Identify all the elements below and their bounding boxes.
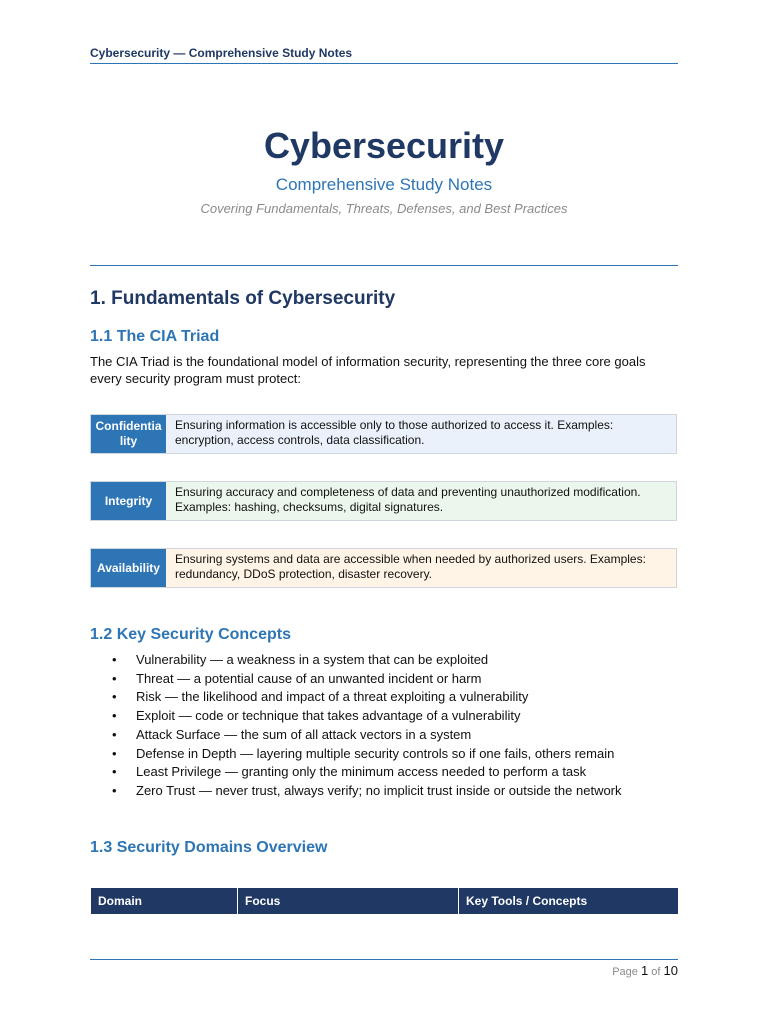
list-item <box>90 763 678 782</box>
column-header-tools: Key Tools / Concepts <box>459 888 679 915</box>
list-item <box>90 782 678 801</box>
list-item <box>90 726 678 745</box>
list-item-text: Defense in Depth — layering multiple security controls so if one fails, others remain <box>136 745 615 761</box>
subsection-heading-domains: 1.3 Security Domains Overview <box>90 839 328 856</box>
page-current: 1 <box>640 963 649 978</box>
section-heading-fundamentals: 1. Fundamentals of Cybersecurity <box>90 288 396 309</box>
bullet-icon: • <box>112 726 117 742</box>
bullet-icon: • <box>112 652 117 667</box>
cia-label: Confidentiality <box>91 415 166 453</box>
list-item <box>90 651 678 670</box>
document-tagline: Covering Fundamentals, Threats, Defenses, and Best Practices <box>200 201 568 216</box>
list-item-text: Vulnerability — a weakness in a system that can be exploited <box>136 652 489 667</box>
cia-label: Availability <box>91 549 166 587</box>
column-header-domain: Domain <box>91 888 238 915</box>
page-of: of <box>651 966 661 978</box>
document-subtitle: Comprehensive Study Notes <box>275 175 493 194</box>
cia-description: Ensuring accuracy and completeness of data and preventing unauthorized modification. Examples: hashing, checksums, digital signatures. <box>166 482 676 520</box>
list-item-text: Zero Trust — never trust, always verify; no implicit trust inside or outside the network <box>136 782 622 798</box>
bullet-icon: • <box>112 782 117 798</box>
running-header: Cybersecurity — Comprehensive Study Notes <box>90 46 678 64</box>
title-block <box>90 126 678 217</box>
bullet-icon: • <box>112 745 117 761</box>
table-header-row <box>91 888 679 915</box>
list-item-text: Attack Surface — the sum of all attack vectors in a system <box>136 726 472 742</box>
cia-description: Ensuring systems and data are accessible when needed by authorized users. Examples: redundancy, DDoS protection, disaster recovery. <box>166 549 676 587</box>
list-item-text: Least Privilege — granting only the minimum access needed to perform a task <box>136 764 587 780</box>
bullet-icon: • <box>112 708 117 724</box>
page-total: 10 <box>663 963 678 978</box>
list-item <box>90 707 678 726</box>
subsection-heading-cia: 1.1 The CIA Triad <box>90 328 220 345</box>
page-word: Page <box>612 966 638 978</box>
list-item-text: Exploit — code or technique that takes advantage of a vulnerability <box>136 708 521 724</box>
bullet-icon: • <box>112 670 117 686</box>
list-item <box>90 688 678 707</box>
cia-box-integrity <box>90 481 677 521</box>
bullet-icon: • <box>112 764 117 780</box>
list-item <box>90 670 678 689</box>
page-footer <box>90 959 678 978</box>
cia-box-availability <box>90 548 677 588</box>
list-item <box>90 745 678 764</box>
column-header-focus: Focus <box>238 888 459 915</box>
cia-description: Ensuring information is accessible only to those authorized to access it. Examples: encryption, access controls, data classification. <box>166 415 676 453</box>
document-title: Cybersecurity <box>263 125 505 166</box>
subsection-heading-concepts: 1.2 Key Security Concepts <box>90 626 291 643</box>
bullet-icon: • <box>112 689 117 705</box>
concepts-list <box>90 651 678 801</box>
list-item-text: Threat — a potential cause of an unwanted incident or harm <box>136 670 482 686</box>
list-item-text: Risk — the likelihood and impact of a threat exploiting a vulnerability <box>136 689 529 705</box>
title-divider <box>90 265 678 266</box>
domains-table <box>90 887 679 915</box>
cia-label: Integrity <box>91 482 166 520</box>
cia-intro-paragraph: The CIA Triad is the foundational model of information security, representing the three core goals every security program must protect: <box>90 354 646 386</box>
cia-box-confidentiality <box>90 414 677 454</box>
